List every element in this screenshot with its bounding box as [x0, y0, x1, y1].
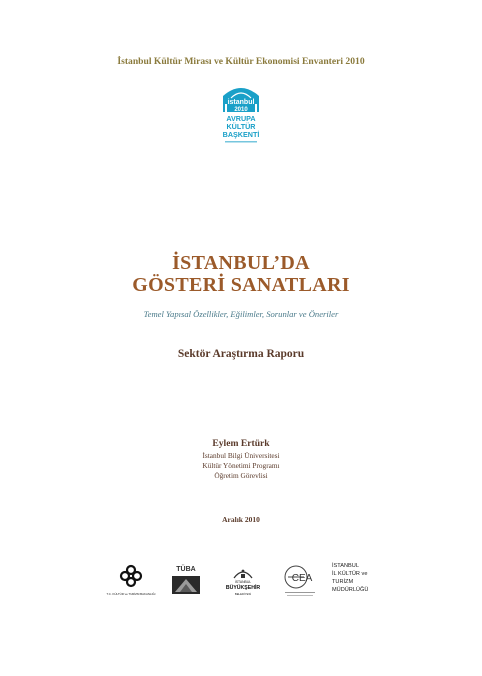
ibb-line2: BÜYÜKŞEHİR: [225, 585, 261, 591]
istanbul-2010-ecoc-icon: [217, 84, 265, 146]
author-name: Eylem Ertürk: [212, 438, 270, 449]
logo-city: istanbul: [227, 99, 255, 106]
series-title: İstanbul Kültür Mirası ve Kültür Ekonomisi Envanteri 2010: [117, 56, 365, 67]
ibb-line1: İSTANBUL: [234, 580, 252, 584]
logo-line1: AVRUPA: [226, 114, 256, 123]
author-affiliation-2: Kültür Yönetimi Programı: [202, 461, 280, 470]
logo-line2: KÜLTÜR: [226, 122, 256, 131]
logo-line3: BAŞKENTİ: [222, 130, 260, 139]
cea-fineprint-2: [287, 595, 313, 596]
ibb-line3: BELEDİYESİ: [234, 592, 252, 596]
ibb-emblem-icon: [224, 566, 262, 579]
sponsor-ibb: [224, 566, 262, 598]
sponsor-cea: [282, 564, 318, 598]
mudurlugu-line2: İL KÜLTÜR ve: [332, 571, 368, 577]
sponsor-ministry: [104, 564, 158, 598]
title-line-2: GÖSTERİ SANATLARI: [132, 274, 350, 296]
ministry-label: T.C. KÜLTÜR ve TURİZM BAKANLIĞI: [106, 592, 156, 596]
ministry-knot-icon: [104, 564, 158, 590]
tuba-emblem-icon: [170, 575, 202, 595]
mudurlugu-line4: MÜDÜRLÜĞÜ: [332, 587, 369, 593]
mudurlugu-line3: TURİZM: [332, 579, 354, 585]
sponsor-il-kultur-mudurlugu: [332, 563, 382, 599]
cea-label: CEA: [291, 573, 313, 584]
sponsor-tuba: [170, 566, 202, 596]
report-type: Sektör Araştırma Raporu: [177, 348, 305, 360]
main-title: [0, 252, 482, 296]
tuba-label: TÜBA: [176, 566, 196, 573]
cea-emblem-icon: [282, 564, 318, 590]
author-affiliation-1: İstanbul Bilgi Üniversitesi: [202, 451, 280, 460]
author-affiliation-3: Öğretim Görevlisi: [214, 471, 268, 480]
title-line-1: İSTANBUL’DA: [172, 252, 310, 274]
subtitle: Temel Yapısal Özellikler, Eğilimler, Sorunlar ve Öneriler: [143, 309, 339, 319]
cea-fineprint: [285, 592, 315, 593]
mudurlugu-line1: İSTANBUL: [332, 563, 359, 569]
publication-date: Aralık 2010: [222, 515, 260, 524]
logo-year: 2010: [234, 107, 248, 113]
